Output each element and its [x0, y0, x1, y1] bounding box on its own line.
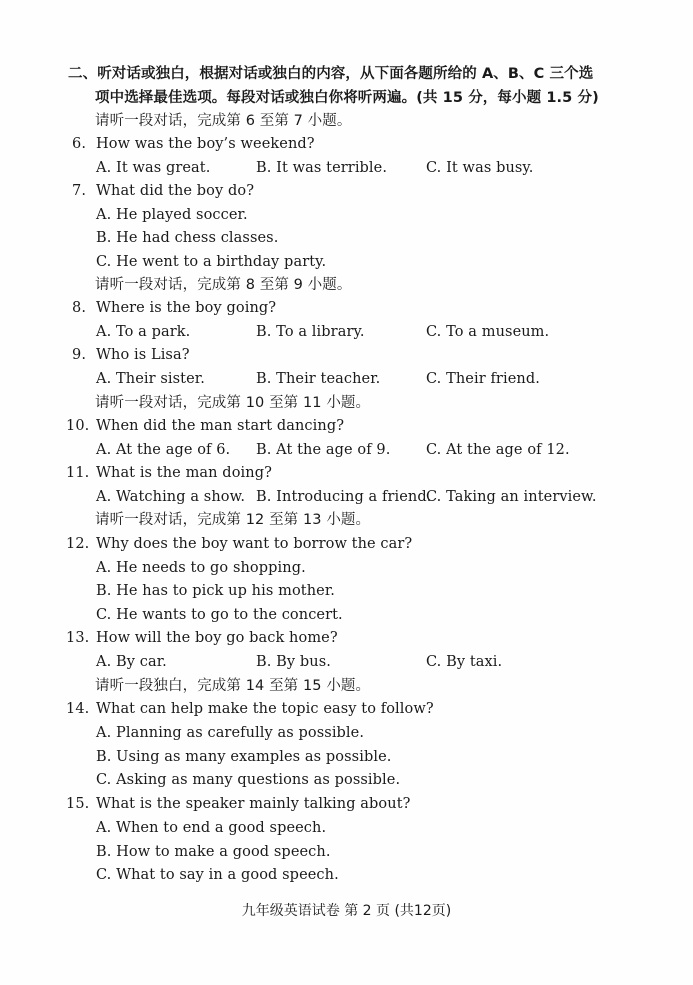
section-heading-line1: 二、听对话或独白，根据对话或独白的内容，从下面各题所给的 A、B、C 三个选	[68, 66, 594, 82]
q8-option-a[interactable]: A. To a park.	[96, 324, 191, 340]
q14-option-a[interactable]: A. Planning as carefully as possible.	[96, 725, 365, 741]
question-text: How was the boy’s weekend?	[96, 136, 315, 152]
q11-option-c[interactable]: C. Taking an interview.	[426, 489, 597, 505]
question-10	[66, 416, 345, 436]
q13-option-a[interactable]: A. By car.	[96, 654, 167, 670]
q15-option-b[interactable]: B. How to make a good speech.	[96, 844, 331, 860]
q6-option-a[interactable]: A. It was great.	[96, 160, 211, 176]
q7-option-a[interactable]: A. He played soccer.	[96, 207, 248, 223]
question-13	[66, 628, 338, 648]
q13-option-c[interactable]: C. By taxi.	[426, 654, 503, 670]
question-number: 10.	[66, 418, 90, 434]
question-text: What can help make the topic easy to follow?	[96, 701, 434, 717]
question-number: 14.	[66, 701, 90, 717]
q13-option-b[interactable]: B. By bus.	[256, 654, 332, 670]
question-number: 7.	[72, 183, 87, 199]
q6-option-c[interactable]: C. It was busy.	[426, 160, 534, 176]
q9-option-a[interactable]: A. Their sister.	[96, 371, 205, 387]
question-number: 12.	[66, 536, 90, 552]
q10-option-b[interactable]: B. At the age of 9.	[256, 442, 391, 458]
instruction-1: 请听一段对话，完成第 6 至第 7 小题。	[95, 113, 352, 129]
q15-option-c[interactable]: C. What to say in a good speech.	[96, 867, 339, 883]
page-footer: 九年级英语试卷 第 2 页 (共12页)	[241, 903, 452, 919]
question-number: 13.	[66, 630, 90, 646]
instruction-4: 请听一段对话，完成第 12 至第 13 小题。	[95, 512, 371, 528]
question-text: When did the man start dancing?	[96, 418, 345, 434]
q8-option-b[interactable]: B. To a library.	[256, 324, 365, 340]
question-14	[66, 699, 434, 719]
q15-option-a[interactable]: A. When to end a good speech.	[96, 820, 327, 836]
instruction-2: 请听一段对话，完成第 8 至第 9 小题。	[95, 277, 352, 293]
q10-option-c[interactable]: C. At the age of 12.	[426, 442, 570, 458]
q12-option-b[interactable]: B. He has to pick up his mother.	[96, 583, 335, 599]
question-8	[72, 298, 277, 318]
question-text: What did the boy do?	[96, 183, 255, 199]
q9-option-c[interactable]: C. Their friend.	[426, 371, 540, 387]
instruction-3: 请听一段对话，完成第 10 至第 11 小题。	[95, 395, 371, 411]
section-heading-line2: 项中选择最佳选项。每段对话或独白你将听两遍。(共 15 分，每小题 1.5 分)	[95, 90, 599, 106]
question-text: Why does the boy want to borrow the car?	[96, 536, 413, 552]
q8-option-c[interactable]: C. To a museum.	[426, 324, 550, 340]
question-number: 15.	[66, 796, 90, 812]
q7-option-b[interactable]: B. He had chess classes.	[96, 230, 279, 246]
q7-option-c[interactable]: C. He went to a birthday party.	[96, 254, 327, 270]
q9-option-b[interactable]: B. Their teacher.	[256, 371, 381, 387]
q10-option-a[interactable]: A. At the age of 6.	[96, 442, 231, 458]
q11-option-a[interactable]: A. Watching a show.	[96, 489, 246, 505]
question-9	[72, 345, 190, 365]
question-number: 9.	[72, 347, 87, 363]
question-number: 11.	[66, 465, 90, 481]
q12-option-a[interactable]: A. He needs to go shopping.	[96, 560, 306, 576]
question-6	[72, 134, 315, 154]
q6-option-b[interactable]: B. It was terrible.	[256, 160, 388, 176]
q14-option-b[interactable]: B. Using as many examples as possible.	[96, 749, 392, 765]
instruction-5: 请听一段独白，完成第 14 至第 15 小题。	[95, 678, 371, 694]
question-7	[72, 181, 255, 201]
question-11	[66, 463, 272, 483]
question-number: 8.	[72, 300, 87, 316]
q11-option-b[interactable]: B. Introducing a friend.	[256, 489, 432, 505]
q14-option-c[interactable]: C. Asking as many questions as possible.	[96, 772, 401, 788]
question-text: What is the speaker mainly talking about?	[96, 796, 411, 812]
question-number: 6.	[72, 136, 87, 152]
question-15	[66, 794, 411, 814]
question-text: Where is the boy going?	[96, 300, 277, 316]
question-text: What is the man doing?	[96, 465, 272, 481]
question-12	[66, 534, 413, 554]
question-text: How will the boy go back home?	[96, 630, 338, 646]
q12-option-c[interactable]: C. He wants to go to the concert.	[96, 607, 343, 623]
question-text: Who is Lisa?	[96, 347, 190, 363]
